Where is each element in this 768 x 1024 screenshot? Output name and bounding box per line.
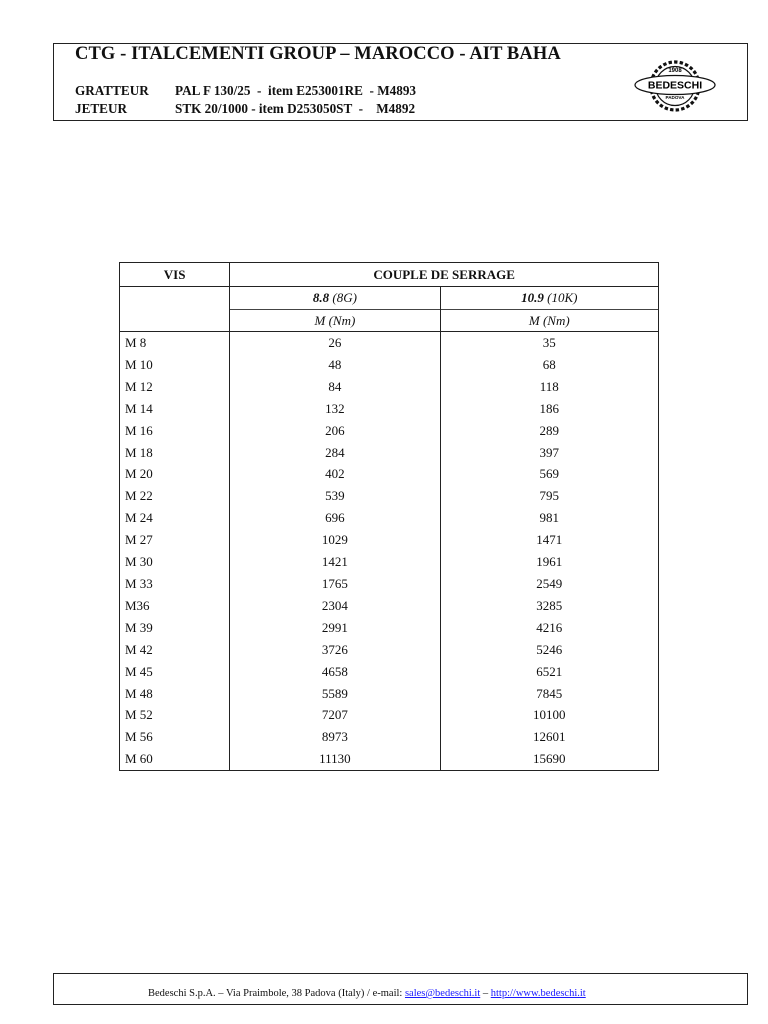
table-row xyxy=(120,332,659,354)
bolt-size-cell: M 33 xyxy=(120,573,230,595)
torque-8-8-cell: 48 xyxy=(230,354,440,376)
logo-city: PADOVA xyxy=(665,95,685,100)
table-row xyxy=(120,442,659,464)
table-row xyxy=(120,507,659,529)
bolt-size-cell: M 30 xyxy=(120,551,230,573)
bolt-size-cell: M 45 xyxy=(120,661,230,683)
torque-8-8-cell: 206 xyxy=(230,420,440,442)
bolt-size-cell: M 24 xyxy=(120,507,230,529)
torque-10-9-cell: 186 xyxy=(440,398,658,420)
torque-10-9-cell: 7845 xyxy=(440,683,658,705)
bolt-size-cell: M 12 xyxy=(120,376,230,398)
torque-10-9-cell: 569 xyxy=(440,463,658,485)
logo-brand: BEDESCHI xyxy=(647,79,703,92)
bolt-size-cell: M 22 xyxy=(120,485,230,507)
footer-line xyxy=(148,988,586,999)
torque-8-8-cell: 7207 xyxy=(230,704,440,726)
torque-8-8-cell: 1421 xyxy=(230,551,440,573)
table-row xyxy=(120,726,659,748)
table-row xyxy=(120,704,659,726)
table-row xyxy=(120,485,659,507)
table-row xyxy=(120,639,659,661)
footer-address: Bedeschi S.p.A. – Via Praimbole, 38 Padova (Italy) / e-mail: xyxy=(148,988,405,999)
torque-8-8-cell: 4658 xyxy=(230,661,440,683)
table-row xyxy=(120,617,659,639)
table-row xyxy=(120,551,659,573)
equipment-description: PAL F 130/25 - item E253001RE - M4893 xyxy=(175,83,417,98)
bolt-size-cell: M 48 xyxy=(120,683,230,705)
equipment-description: STK 20/1000 - item D253050ST - M4892 xyxy=(175,101,416,116)
equipment-line-jeteur xyxy=(75,101,415,117)
table-row xyxy=(120,376,659,398)
torque-10-9-cell: 5246 xyxy=(440,639,658,661)
table-row xyxy=(120,398,659,420)
torque-8-8-cell: 26 xyxy=(230,332,440,354)
bolt-size-cell: M 27 xyxy=(120,529,230,551)
torque-rows xyxy=(120,332,659,771)
document-header xyxy=(53,43,748,121)
torque-8-8-cell: 696 xyxy=(230,507,440,529)
table-row xyxy=(120,463,659,485)
document-footer xyxy=(53,973,748,1005)
torque-table xyxy=(119,262,659,771)
table-row xyxy=(120,595,659,617)
grade-number: 8.8 xyxy=(312,290,330,305)
torque-10-9-cell: 118 xyxy=(440,376,658,398)
bolt-size-cell: M36 xyxy=(120,595,230,617)
torque-8-8-cell: 132 xyxy=(230,398,440,420)
torque-10-9-cell: 68 xyxy=(440,354,658,376)
bolt-size-cell: M 10 xyxy=(120,354,230,376)
bolt-size-cell: M 18 xyxy=(120,442,230,464)
bolt-size-cell: M 39 xyxy=(120,617,230,639)
torque-8-8-cell: 402 xyxy=(230,463,440,485)
bolt-size-cell: M 52 xyxy=(120,704,230,726)
torque-10-9-cell: 4216 xyxy=(440,617,658,639)
table-row xyxy=(120,683,659,705)
table-row xyxy=(120,661,659,683)
torque-8-8-cell: 1029 xyxy=(230,529,440,551)
column-header-vis: VIS xyxy=(120,263,230,287)
equipment-line-gratteur xyxy=(75,83,416,99)
torque-8-8-cell: 2304 xyxy=(230,595,440,617)
grade-unit: M (Nm) xyxy=(528,313,570,328)
bolt-size-cell: M 20 xyxy=(120,463,230,485)
table-row xyxy=(120,573,659,595)
torque-8-8-cell: 539 xyxy=(230,485,440,507)
torque-10-9-cell: 2549 xyxy=(440,573,658,595)
torque-10-9-cell: 6521 xyxy=(440,661,658,683)
torque-8-8-cell: 8973 xyxy=(230,726,440,748)
torque-8-8-cell: 11130 xyxy=(230,748,440,770)
bedeschi-logo xyxy=(632,56,718,116)
torque-10-9-cell: 15690 xyxy=(440,748,658,770)
logo-year: 1908 xyxy=(668,68,682,74)
table-row xyxy=(120,529,659,551)
torque-10-9-cell: 12601 xyxy=(440,726,658,748)
torque-8-8-cell: 5589 xyxy=(230,683,440,705)
torque-10-9-cell: 10100 xyxy=(440,704,658,726)
table-row xyxy=(120,748,659,770)
equipment-type: GRATTEUR xyxy=(75,83,149,98)
bolt-size-cell: M 42 xyxy=(120,639,230,661)
grade-alt: (10K) xyxy=(547,290,578,305)
torque-10-9-cell: 397 xyxy=(440,442,658,464)
bolt-size-cell: M 60 xyxy=(120,748,230,770)
empty-header-cell xyxy=(120,287,230,332)
grade-alt: (8G) xyxy=(332,290,357,305)
bolt-size-cell: M 16 xyxy=(120,420,230,442)
torque-8-8-cell: 2991 xyxy=(230,617,440,639)
torque-8-8-cell: 84 xyxy=(230,376,440,398)
grade-number: 10.9 xyxy=(521,290,544,305)
torque-10-9-cell: 1471 xyxy=(440,529,658,551)
torque-10-9-cell: 289 xyxy=(440,420,658,442)
table-row xyxy=(120,420,659,442)
equipment-type: JETEUR xyxy=(75,101,128,116)
torque-8-8-cell: 3726 xyxy=(230,639,440,661)
grade-unit: M (Nm) xyxy=(314,313,356,328)
bolt-size-cell: M 14 xyxy=(120,398,230,420)
torque-10-9-cell: 795 xyxy=(440,485,658,507)
torque-10-9-cell: 3285 xyxy=(440,595,658,617)
bolt-size-cell: M 56 xyxy=(120,726,230,748)
torque-8-8-cell: 284 xyxy=(230,442,440,464)
footer-email-link[interactable]: sales@bedeschi.it xyxy=(404,988,481,999)
footer-website-link[interactable]: http://www.bedeschi.it xyxy=(490,988,586,999)
column-header-torque: COUPLE DE SERRAGE xyxy=(230,263,659,287)
torque-10-9-cell: 981 xyxy=(440,507,658,529)
torque-8-8-cell: 1765 xyxy=(230,573,440,595)
grade-header-8-8 xyxy=(230,287,440,332)
bolt-size-cell: M 8 xyxy=(120,332,230,354)
torque-10-9-cell: 35 xyxy=(440,332,658,354)
footer-separator: – xyxy=(480,988,491,999)
document-title: CTG - ITALCEMENTI GROUP – MAROCCO - AIT BAHA xyxy=(75,44,561,64)
torque-10-9-cell: 1961 xyxy=(440,551,658,573)
grade-header-10-9 xyxy=(440,287,658,332)
table-row xyxy=(120,354,659,376)
